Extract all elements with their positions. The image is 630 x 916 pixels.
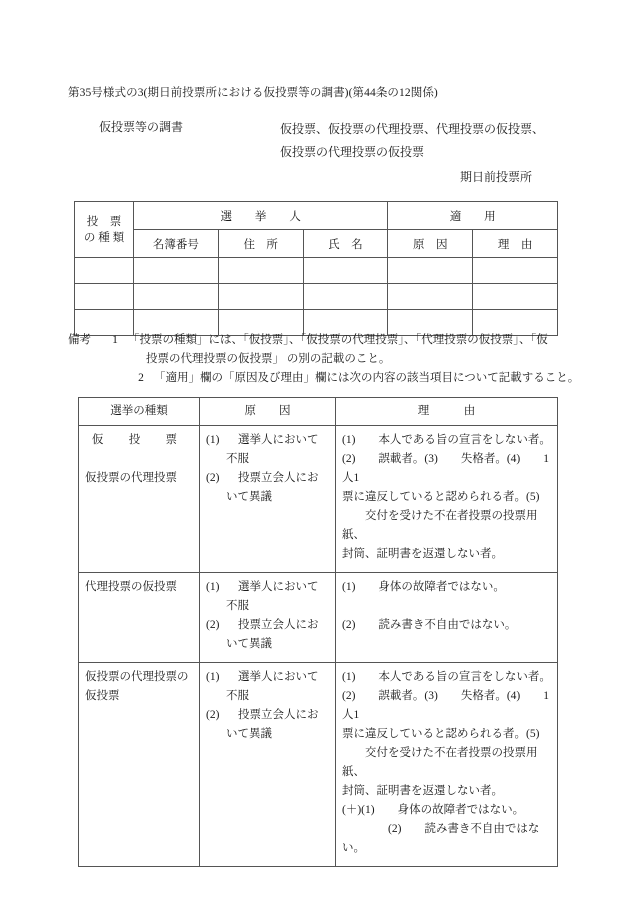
document-title: 仮投票等の調書 — [99, 120, 184, 134]
reason-line: 交付を受けた不在者投票の投票用紙、 — [342, 747, 538, 778]
remark-item-1 — [68, 331, 580, 350]
cell-address[interactable] — [218, 284, 303, 310]
reason-line: 封筒、証明書を返還しない者。 — [342, 785, 503, 797]
cause-item-text: 選挙人において — [238, 434, 319, 446]
table-row — [79, 573, 558, 663]
cause-item-text: 選挙人において — [238, 581, 319, 593]
cause-item-marker: (2) — [206, 619, 220, 631]
cause-item-cont: 不服 — [226, 453, 249, 465]
cause-item — [206, 616, 329, 635]
cause-item-text: 選挙人において — [238, 671, 319, 683]
cell-cause-detail — [200, 426, 336, 573]
reason-line: (2) 誤載者。(3) 失格者。(4) 1人1 — [342, 453, 549, 484]
kind-line: 仮 投 票 — [91, 434, 184, 446]
header-group-application: 適 用 — [388, 202, 558, 230]
cell-cause[interactable] — [388, 284, 473, 310]
header-cell-election-kind: 選挙の種類 — [79, 398, 200, 426]
cell-election-kind — [79, 426, 200, 573]
cell-name[interactable] — [303, 284, 388, 310]
form-code-line: 第35号様式の3(期日前投票所における仮投票等の調書)(第44条の12関係) — [68, 87, 438, 99]
reason-line: 交付を受けた不在者投票の投票用紙、 — [342, 510, 538, 541]
remark-1-line-2-row — [68, 350, 580, 369]
kind-spacer — [85, 450, 193, 469]
polling-place-label: 期日前投票所 — [460, 170, 533, 184]
kind-line: 仮投票の代理投票 — [85, 472, 177, 484]
header-group-voter: 選 挙 人 — [134, 202, 388, 230]
cause-item-marker: (1) — [206, 671, 220, 683]
cell-reason-detail — [336, 573, 558, 663]
header-cell-address: 住 所 — [218, 230, 303, 258]
cell-reason[interactable] — [473, 258, 558, 284]
reason-spacer — [342, 597, 551, 616]
cell-cause[interactable] — [388, 258, 473, 284]
document-subtitle-line-1: 仮投票、仮投票の代理投票、代理投票の仮投票、 — [280, 122, 545, 136]
cause-item — [206, 578, 329, 597]
cause-item — [206, 668, 329, 687]
remarks-label: 備考 — [68, 334, 91, 346]
remark-number-2: 2 — [138, 372, 144, 384]
header-cell-cause-detail: 原 因 — [200, 398, 336, 426]
header-cell-reason-detail: 理 由 — [336, 398, 558, 426]
cell-reason-detail — [336, 663, 558, 867]
cause-reason-header-row — [79, 398, 558, 426]
cause-item-text: 投票立会人にお — [238, 709, 319, 721]
reason-line: 封筒、証明書を返還しない者。 — [342, 548, 503, 560]
kind-line: 仮投票の代理投票の — [85, 671, 189, 683]
reason-line: (2) 読み書き不自由ではない。 — [342, 823, 540, 854]
remarks-section — [68, 331, 580, 388]
cell-reason[interactable] — [473, 284, 558, 310]
cell-election-kind — [79, 663, 200, 867]
cause-item-cont: いて異議 — [226, 638, 272, 650]
remark-item-2 — [68, 369, 580, 388]
cause-item-cont: いて異議 — [226, 491, 272, 503]
remark-1-line-1: 「投票の種類」には、「仮投票」、「仮投票の代理投票」、「代理投票の仮投票」、「仮 — [128, 334, 548, 346]
cell-reason-detail — [336, 426, 558, 573]
table-row — [79, 663, 558, 867]
reason-line: (1) 本人である旨の宣言をしない者。 — [342, 671, 551, 683]
cause-item-marker: (2) — [206, 472, 220, 484]
reason-line: (1) 本人である旨の宣言をしない者。 — [342, 434, 551, 446]
table-row — [75, 258, 558, 284]
cell-cause-detail — [200, 573, 336, 663]
remark-number-1: 1 — [112, 334, 118, 346]
cause-item — [206, 706, 329, 725]
reason-line: (2) 誤載者。(3) 失格者。(4) 1人1 — [342, 690, 549, 721]
cell-roster-number[interactable] — [134, 258, 219, 284]
cell-vote-type[interactable] — [75, 258, 134, 284]
cause-item-cont: 不服 — [226, 690, 249, 702]
cause-item — [206, 431, 329, 450]
cause-item-marker: (2) — [206, 709, 220, 721]
cause-reason-table — [78, 397, 558, 867]
document-subtitle-line-2: 仮投票の代理投票の仮投票 — [280, 145, 425, 159]
document-subtitle — [280, 118, 544, 164]
voter-record-table — [74, 201, 558, 336]
cause-item-text: 投票立会人にお — [238, 619, 319, 631]
cause-item — [206, 469, 329, 488]
reason-line: 票に違反していると認められる者。(5) — [342, 728, 540, 740]
header-cell-name: 氏 名 — [303, 230, 388, 258]
cell-election-kind — [79, 573, 200, 663]
cause-item-text: 投票立会人にお — [238, 472, 319, 484]
cause-item-marker: (1) — [206, 434, 220, 446]
remark-2-line-1: 「適用」欄の「原因及び理由」欄には次の内容の該当項目について記載すること。 — [154, 372, 580, 384]
cell-roster-number[interactable] — [134, 284, 219, 310]
header-cell-cause: 原 因 — [388, 230, 473, 258]
remark-1-line-2: 投票の代理投票の仮投票」 の別の記載のこと。 — [146, 353, 391, 365]
header-cell-reason: 理 由 — [473, 230, 558, 258]
table-row — [79, 426, 558, 573]
table-header-row-1 — [75, 202, 558, 230]
reason-line: 票に違反していると認められる者。(5) — [342, 491, 540, 503]
reason-line: (1) 身体の故障者ではない。 — [342, 581, 505, 593]
cell-cause-detail — [200, 663, 336, 867]
kind-line: 仮投票 — [85, 690, 120, 702]
header-cell-vote-type-line-2: の 種 類 — [83, 231, 125, 244]
table-row — [75, 284, 558, 310]
cause-item-cont: いて異議 — [226, 728, 272, 740]
table-header-row-2 — [75, 230, 558, 258]
kind-line: 代理投票の仮投票 — [85, 581, 177, 593]
cell-address[interactable] — [218, 258, 303, 284]
cell-name[interactable] — [303, 258, 388, 284]
reason-line: (2) 読み書き不自由ではない。 — [342, 619, 517, 631]
reason-line: (＋)(1) 身体の故障者ではない。 — [342, 804, 525, 816]
header-cell-vote-type-line-1: 投 票 — [86, 215, 122, 228]
cause-item-marker: (1) — [206, 581, 220, 593]
header-cell-roster-number: 名簿番号 — [134, 230, 219, 258]
cell-vote-type[interactable] — [75, 284, 134, 310]
cause-item-cont: 不服 — [226, 600, 249, 612]
header-cell-vote-type — [75, 202, 134, 258]
